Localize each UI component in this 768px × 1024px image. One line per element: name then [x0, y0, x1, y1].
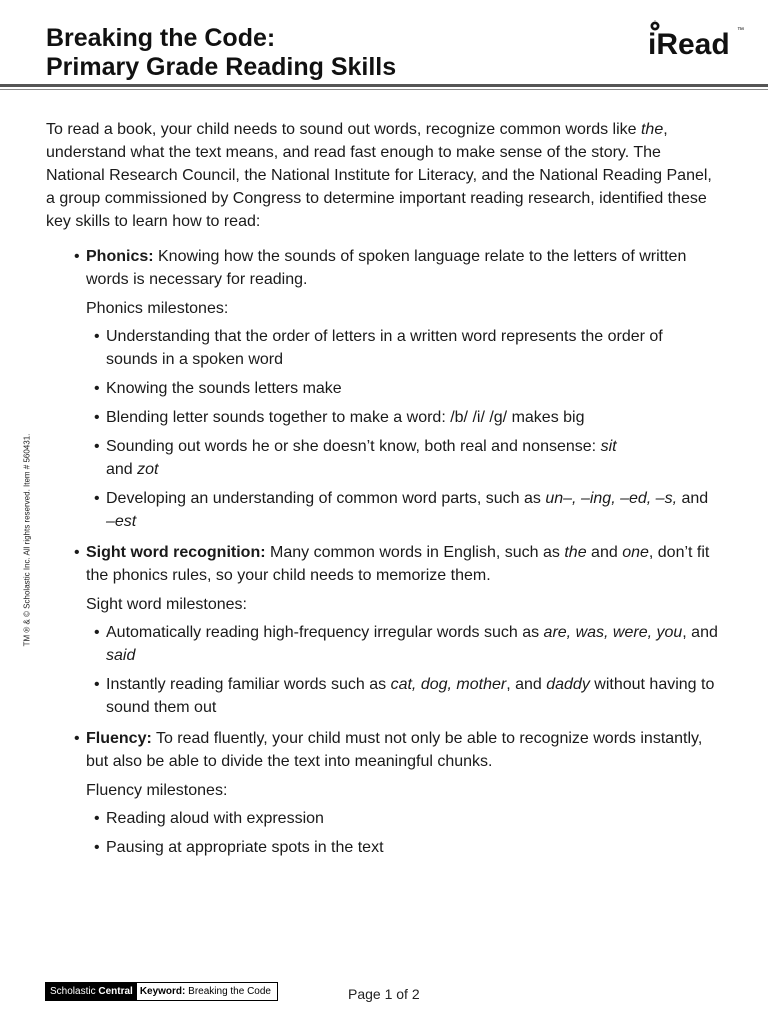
iread-logo-graphic — [644, 20, 748, 60]
list-item — [86, 621, 718, 667]
page-number: Page 1 of 2 — [348, 986, 420, 1002]
phonics-milestones-list — [86, 325, 718, 533]
item-text: , and — [682, 624, 718, 641]
item-italic: said — [106, 647, 136, 664]
footer-keyword — [137, 983, 277, 1000]
fluency-label: Fluency: — [86, 730, 152, 747]
footer-brand — [46, 983, 137, 1000]
item-italic: daddy — [546, 676, 590, 693]
copyright-text: TM ® & © Scholastic Inc. All rights reserved. Item # 560431. — [22, 433, 32, 647]
document-body — [46, 118, 718, 867]
item-text: Developing an understanding of common word parts, such as — [106, 490, 546, 507]
list-item — [86, 673, 718, 719]
sight-description — [86, 541, 718, 587]
sight-italic: the — [564, 544, 587, 561]
list-item: • Understanding that the order of letters in a written word represents the order of sounds in a spoken word — [86, 325, 718, 371]
sight-italic: one — [622, 544, 649, 561]
item-italic: cat, dog, mother — [390, 676, 507, 693]
sight-label: Sight word recognition: — [86, 544, 266, 561]
item-italic: are, was, were, you — [543, 624, 683, 641]
list-item — [86, 435, 718, 481]
item-text: Instantly reading familiar words such as — [106, 676, 391, 693]
footer-keyword-box — [45, 982, 278, 1001]
brand-text: Scholastic — [50, 986, 99, 997]
phonics-label: Phonics: — [86, 248, 154, 265]
item-italic: sit — [600, 438, 617, 455]
title-line-2: Primary Grade Reading Skills — [46, 53, 397, 81]
keyword-label: Keyword: — [139, 986, 186, 997]
title-line-1: Breaking the Code: — [46, 24, 276, 52]
list-item — [86, 487, 718, 533]
list-item: • Blending letter sounds together to make a word: /b/ /i/ /g/ makes big — [86, 406, 718, 429]
skill-fluency — [46, 727, 718, 859]
item-text: and — [106, 461, 138, 478]
item-italic: zot — [137, 461, 159, 478]
item-text: Sounding out words he or she doesn’t know, both real and nonsense: — [106, 438, 601, 455]
sight-text: , don’t fit the phonics rules, so your child needs to memorize them. — [86, 544, 710, 584]
logo-text: iRead — [648, 28, 730, 60]
fluency-text: To read fluently, your child must not only be able to recognize words instantly, but also be able to divide the text into meaningful chunks. — [86, 730, 703, 770]
sight-milestones-label: Sight word milestones: — [86, 596, 247, 613]
fluency-milestones-label: Fluency milestones: — [86, 782, 228, 799]
intro-paragraph — [46, 118, 718, 233]
header-rule-thick — [0, 84, 768, 87]
list-item: • Knowing the sounds letters make — [86, 377, 718, 400]
sight-text: Many common words in English, such as — [265, 544, 565, 561]
item-text: without having to sound them out — [106, 676, 715, 716]
document-title — [46, 24, 396, 82]
skill-phonics — [46, 245, 718, 533]
logo-trademark: ™ — [737, 27, 744, 34]
phonics-text: Knowing how the sounds of spoken language relate to the letters of written words is necessary for reading. — [86, 248, 687, 288]
fluency-milestones-list — [86, 807, 718, 859]
keyword-value: Breaking the Code — [188, 986, 271, 997]
brand-bold: Central — [98, 986, 133, 997]
intro-text-1: To read a book, your child needs to sound out words, recognize common words like — [46, 121, 641, 138]
fluency-description — [86, 727, 718, 773]
sight-text: and — [586, 544, 623, 561]
item-text: Automatically reading high-frequency irregular words such as — [106, 624, 544, 641]
header-rule-thin — [0, 89, 768, 90]
item-text: and — [677, 490, 709, 507]
phonics-description — [86, 245, 718, 291]
phonics-milestones-label: Phonics milestones: — [86, 300, 229, 317]
intro-italic: the — [640, 121, 664, 138]
iread-logo — [644, 20, 748, 60]
item-italic: un–, –ing, –ed, –s, — [545, 490, 678, 507]
list-item: • Pausing at appropriate spots in the text — [86, 836, 718, 859]
skills-list — [46, 245, 718, 859]
item-italic: –est — [106, 513, 137, 530]
item-text: , and — [506, 676, 547, 693]
skill-sight-word-recognition — [46, 541, 718, 719]
sight-milestones-list — [86, 621, 718, 719]
list-item: • Reading aloud with expression — [86, 807, 718, 830]
intro-text-2: , understand what the text means, and read fast enough to make sense of the story. The National Research Council, the National Institute for Literacy, and the National Reading Panel, a group commissioned by Congress to determine important reading research, identified these key skills to learn how to read: — [46, 121, 712, 230]
